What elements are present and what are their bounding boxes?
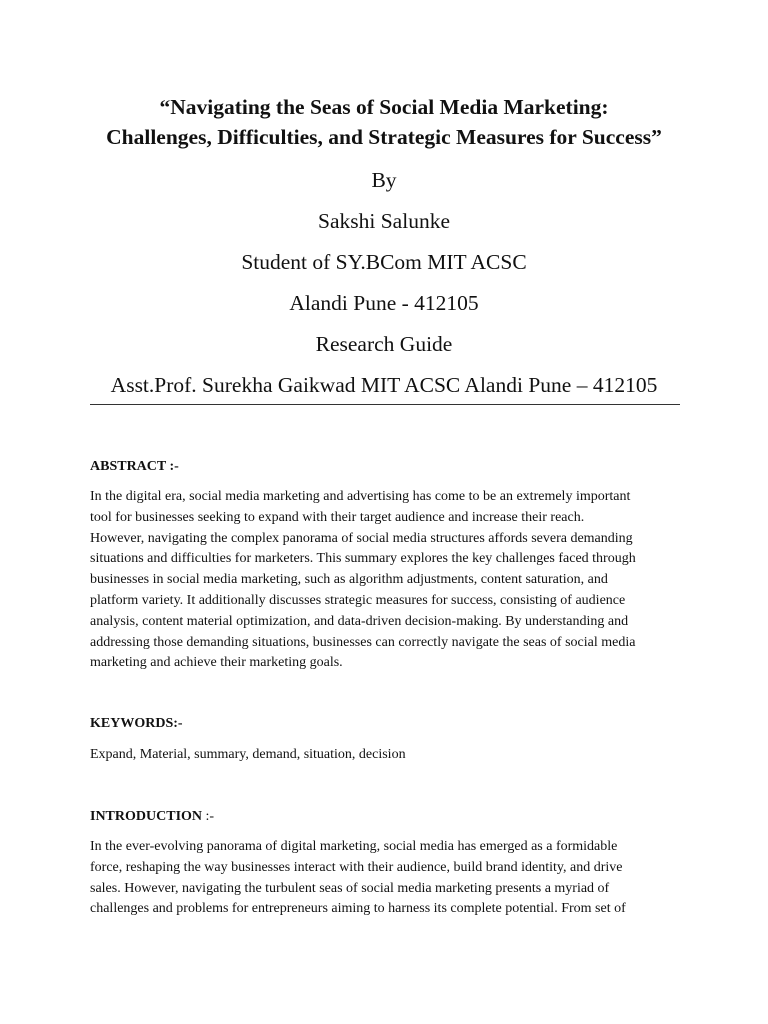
paragraph-line: platform variety. It additionally discusses strategic measures for success, consisting of audience xyxy=(90,592,626,608)
introduction-heading xyxy=(90,808,214,826)
paragraph-line: challenges and problems for entrepreneurs aiming to harness its complete potential. From set of xyxy=(90,901,626,917)
research-guide: Asst.Prof. Surekha Gaikwad MIT ACSC Alandi Pune – 412105 xyxy=(110,373,658,397)
introduction-heading-suffix: :- xyxy=(202,809,215,824)
introduction-body xyxy=(90,837,690,920)
paragraph-line: tool for businesses seeking to expand with their target audience and increase their reach. xyxy=(90,509,585,525)
paragraph-line: In the digital era, social media marketing and advertising has come to be an extremely important xyxy=(90,489,631,504)
introduction-heading-text: INTRODUCTION xyxy=(90,809,203,824)
paragraph-line: addressing those demanding situations, businesses can correctly navigate the seas of social media xyxy=(90,634,636,650)
title-line-1: “Navigating the Seas of Social Media Marketing: xyxy=(159,95,609,119)
header-divider xyxy=(90,404,680,405)
abstract-body xyxy=(90,487,690,674)
keywords-text: Expand, Material, summary, demand, situation, decision xyxy=(90,747,406,762)
paragraph-line: In the ever-evolving panorama of digital marketing, social media has emerged as a formidable xyxy=(90,839,618,854)
abstract-heading: ABSTRACT :- xyxy=(90,459,179,474)
title-line-2: Challenges, Difficulties, and Strategic Measures for Success” xyxy=(106,125,662,149)
paragraph-line: force, reshaping the way businesses interact with their audience, build brand identity, and drive xyxy=(90,859,623,875)
paragraph-line: analysis, content material optimization, and data-driven decision-making. By understanding and xyxy=(90,613,629,629)
paragraph-line: sales. However, navigating the turbulent seas of social media marketing presents a myriad of xyxy=(90,880,610,896)
guide-label: Research Guide xyxy=(315,332,453,356)
paragraph-line: marketing and achieve their marketing goals. xyxy=(90,655,343,671)
paragraph-line: situations and difficulties for marketers. This summary explores the key challenges faced through xyxy=(90,551,636,567)
paper-title xyxy=(40,92,728,152)
author-affiliation: Student of SY.BCom MIT ACSC xyxy=(241,250,527,274)
author-location: Alandi Pune - 412105 xyxy=(289,291,479,315)
paragraph-line: However, navigating the complex panorama of social media structures affords severa demanding xyxy=(90,530,633,546)
byline-by: By xyxy=(371,168,397,192)
paragraph-line: businesses in social media marketing, such as algorithm adjustments, content saturation, and xyxy=(90,572,608,588)
author-name: Sakshi Salunke xyxy=(318,209,450,233)
keywords-heading: KEYWORDS:- xyxy=(90,716,183,731)
